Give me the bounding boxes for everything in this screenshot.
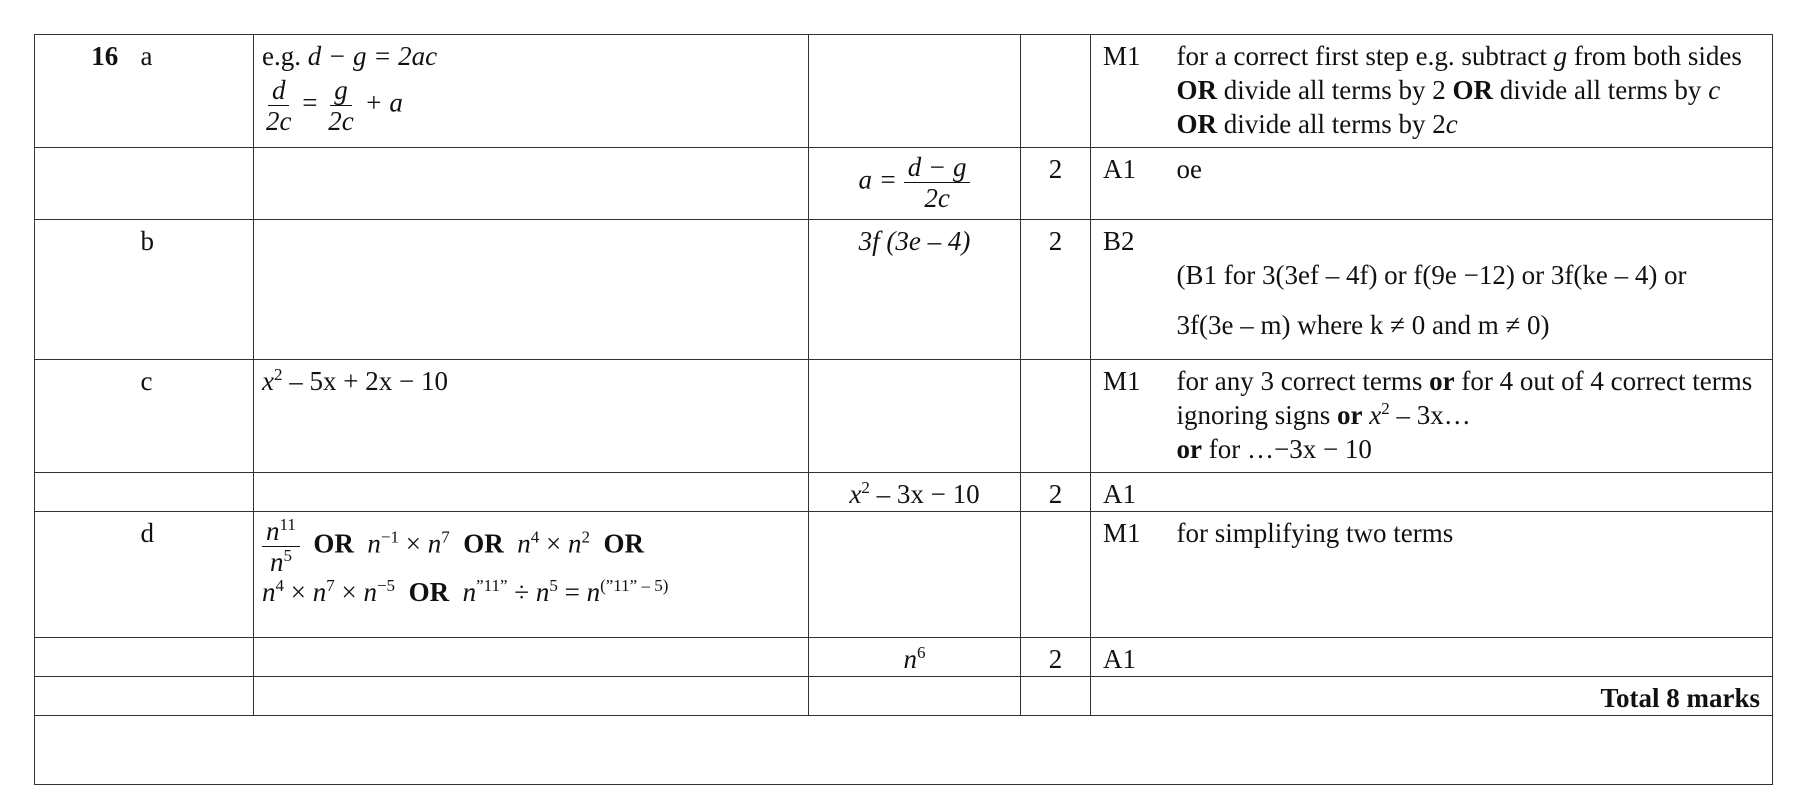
table-row	[35, 220, 1773, 360]
table-row	[35, 148, 1773, 220]
mark-scheme-table	[34, 34, 1773, 785]
total-row	[35, 677, 1773, 716]
working-cell: e.g. d − g = 2ac $\frac{d}{2c}$ = $\frac{g}{2c}$ + a	[254, 35, 809, 148]
table-row	[35, 512, 1773, 638]
question-part: d	[139, 512, 254, 638]
mark-code: A1	[1091, 638, 1169, 677]
mark-code: A1	[1091, 148, 1169, 220]
total-marks: Total 8 marks	[1091, 677, 1773, 716]
guidance-cell: for any 3 correct terms or for 4 out of 4 correct terms ignoring signs or $x^2$ – 3x… or for …−3x − 10	[1169, 360, 1773, 473]
table-row	[35, 360, 1773, 473]
marks-cell: 2	[1021, 220, 1091, 360]
question-part: b	[139, 220, 254, 360]
answer-cell: a = $\frac{d - g}{2c}$	[809, 148, 1021, 220]
table-row	[35, 35, 1773, 148]
guidance-cell: oe	[1169, 148, 1773, 220]
marks-cell: 2	[1021, 638, 1091, 677]
question-number: 16	[35, 35, 139, 148]
answer-cell	[809, 35, 1021, 148]
guidance-cell: for a correct first step e.g. subtract g from both sides OR divide all terms by 2 OR divide all terms by c OR divide all terms by 2c	[1169, 35, 1773, 148]
mark-code: M1	[1091, 360, 1169, 473]
guidance-cell: (B1 for 3(3ef – 4f) or f(9e −12) or 3f(ke – 4) or 3f(3e – m) where k ≠ 0 and m ≠ 0)	[1169, 220, 1773, 360]
marks-cell: 2	[1021, 148, 1091, 220]
mark-code: M1	[1091, 512, 1169, 638]
mark-code: A1	[1091, 473, 1169, 512]
marks-cell	[1021, 35, 1091, 148]
table-row	[35, 638, 1773, 677]
guidance-cell: for simplifying two terms	[1169, 512, 1773, 638]
mark-code: B2	[1091, 220, 1169, 360]
working-cell: $\frac{n^{11}}{n^5}$ OR $n^{-1} \times n^7$ OR $n^4 \times n^2$ OR $n^4 \times n^7 \times n^{-5}$ OR $n^{”11”} \div n^5 = n^{(”11” - 5)}$	[254, 512, 809, 638]
marks-cell: 2	[1021, 473, 1091, 512]
question-part: a	[139, 35, 254, 148]
working-cell: $x^2 - 5x + 2x - 10$	[254, 360, 809, 473]
answer-cell: 3f (3e – 4)	[809, 220, 1021, 360]
mark-code: M1	[1091, 35, 1169, 148]
blank-row	[35, 716, 1773, 785]
answer-cell: $n^6$	[809, 638, 1021, 677]
answer-cell: $x^2 - 3x - 10$	[809, 473, 1021, 512]
question-part: c	[139, 360, 254, 473]
table-row	[35, 473, 1773, 512]
